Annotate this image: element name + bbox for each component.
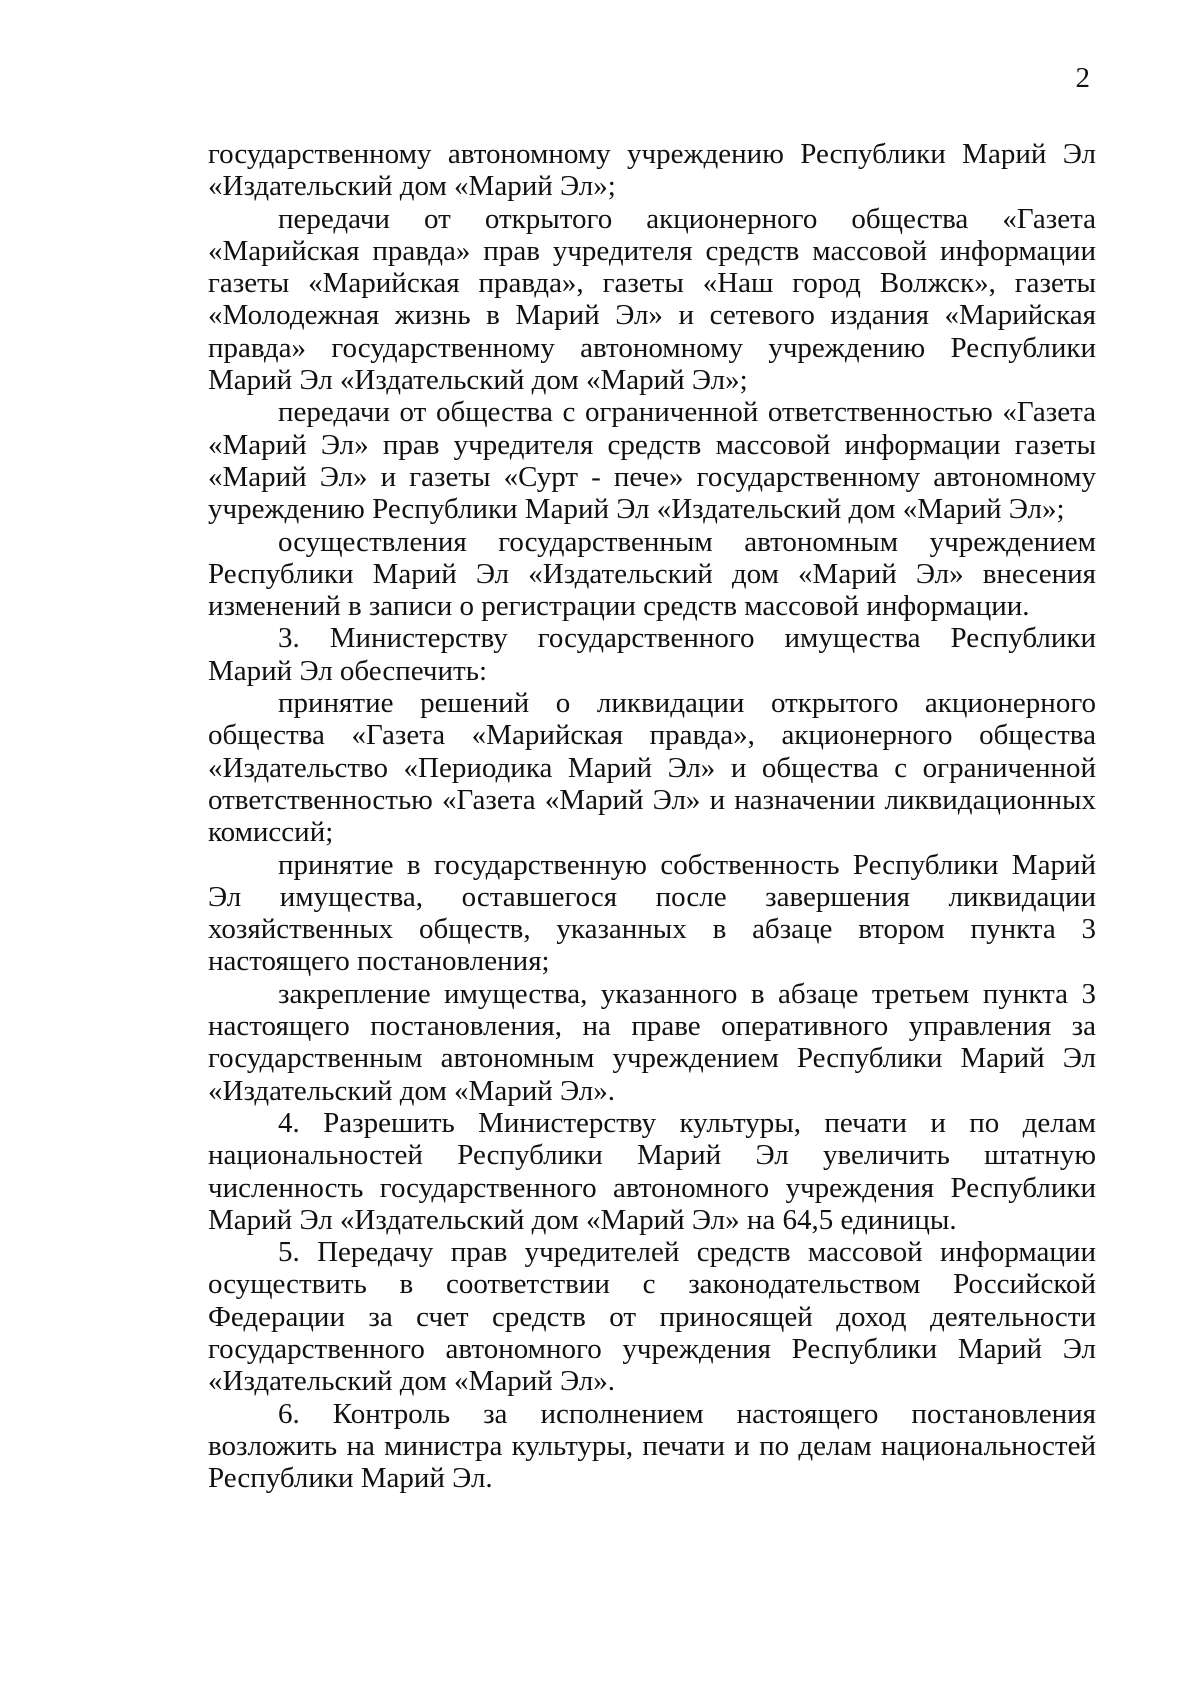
paragraph-7: принятие в государственную собственность Республики Марий Эл имущества, оставшегося после завершения ликвидации хозяйственных обществ, указанных в абзаце втором пункта 3 настоящего постановления; (208, 848, 1096, 978)
paragraph-11: 6. Контроль за исполнением настоящего постановления возложить на министра культуры, печати и по делам национальностей Республики Марий Эл. (208, 1397, 1096, 1495)
paragraph-8: закрепление имущества, указанного в абзаце третьем пункта 3 настоящего постановления, на праве оперативного управления за государственным автономным учреждением Республики Марий Эл «Издательский дом «Марий Эл». (208, 977, 1096, 1107)
paragraph-1: государственному автономному учреждению Республики Марий Эл «Издательский дом «Марий Эл»; (208, 138, 1096, 203)
paragraph-10: 5. Передачу прав учредителей средств массовой информации осуществить в соответствии с законодательством Российской Федерации за счет средств от приносящей доход деятельности государственного автономного учреждения Республики Марий Эл «Издательский дом «Марий Эл». (208, 1236, 1096, 1398)
page-number: 2 (1075, 62, 1090, 94)
document-body (208, 138, 1096, 1494)
paragraph-4: осуществления государственным автономным учреждением Республики Марий Эл «Издательский дом «Марий Эл» внесения изменений в записи о регистрации средств массовой информации. (208, 525, 1096, 623)
paragraph-3: передачи от общества с ограниченной ответственностью «Газета «Марий Эл» прав учредителя средств массовой информации газеты «Марий Эл» и газеты «Сурт - пече» государственному автономному учреждению Республики Марий Эл «Издательский дом «Марий Эл»; (208, 396, 1096, 526)
paragraph-2: передачи от открытого акционерного общества «Газета «Марийская правда» прав учредителя средств массовой информации газеты «Марийская правда», газеты «Наш город Волжск», газеты «Молодежная жизнь в Марий Эл» и сетевого издания «Марийская правда» государственному автономному учреждению Республики Марий Эл «Издательский дом «Марий Эл»; (208, 202, 1096, 397)
paragraph-6: принятие решений о ликвидации открытого акционерного общества «Газета «Марийская правда», акционерного общества «Издательство «Периодика Марий Эл» и общества с ограниченной ответственностью «Газета «Марий Эл» и назначении ликвидационных комиссий; (208, 687, 1096, 849)
paragraph-5: 3. Министерству государственного имущества Республики Марий Эл обеспечить: (208, 622, 1096, 687)
paragraph-9: 4. Разрешить Министерству культуры, печати и по делам национальностей Республики Марий Эл увеличить штатную численность государственного автономного учреждения Республики Марий Эл «Издательский дом «Марий Эл» на 64,5 единицы. (208, 1106, 1096, 1236)
